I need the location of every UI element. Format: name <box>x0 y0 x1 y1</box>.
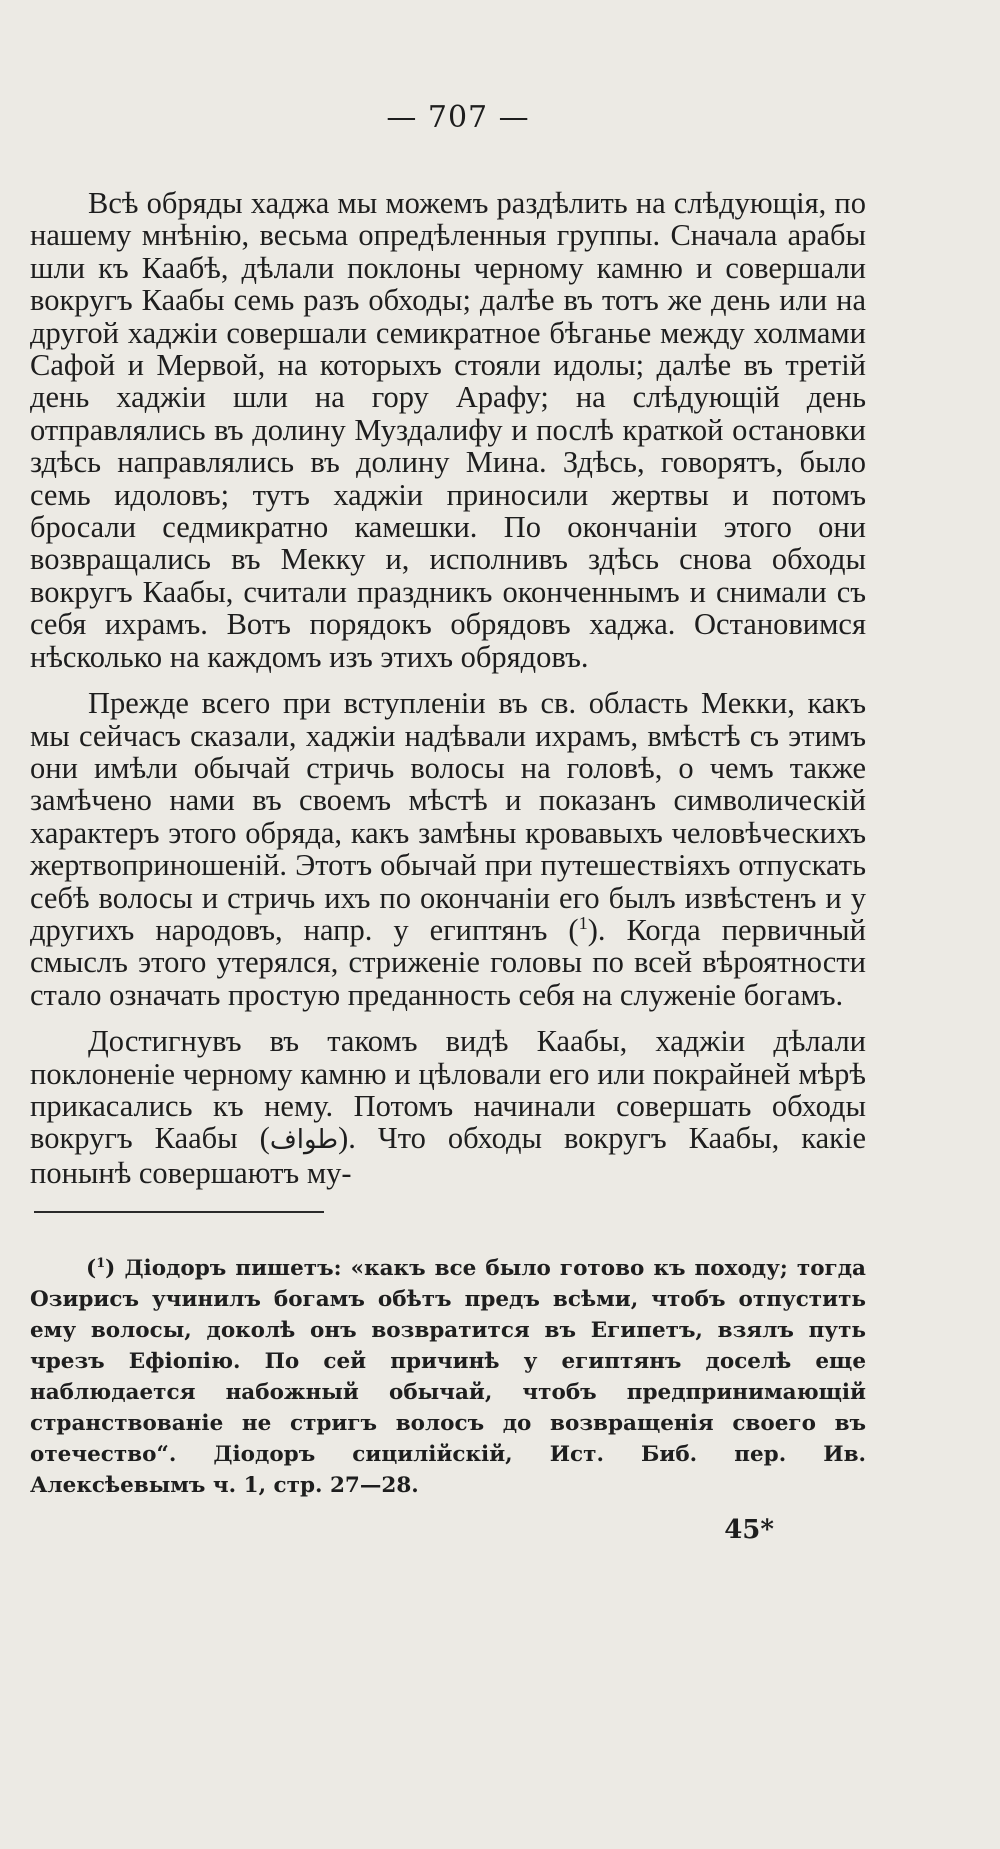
footnote-text: Діодоръ пишетъ: «какъ все было готово къ походу; тогда Озирисъ учинилъ богамъ обѣтъ предъ всѣми, чтобъ отпустить ему волосы, доколѣ онъ возвратится въ Египетъ, взялъ путь чрезъ Ефіопію. По сей причинѣ у египтянъ доселѣ еще наблюдается набожный обычай, чтобъ предпринимающій странствованіе не стригъ волосъ до возвращенія своего въ отечество“. Діодоръ сицилійскій, Ист. Биб. пер. Ив. Алексѣевымъ ч. 1, стр. 27—28. <box>30 1256 866 1499</box>
footnote-mark: 1 <box>96 1256 106 1272</box>
main-text <box>30 187 866 1189</box>
footnote-reference[interactable]: 1 <box>578 912 588 933</box>
paragraph-1-text: Всѣ обряды хаджа мы можемъ раздѣлить на слѣдующія, по нашему мнѣнію, весьма опредѣленныя группы. Сначала арабы шли къ Каабѣ, дѣлали поклоны черному камню и совершали вокругъ Каабы семь разъ обходы; далѣе въ тотъ же день или на другой хаджіи совершали семикратное бѣганье между холмами Сафой и Мервой, на которыхъ стояли идолы; далѣе въ третій день хаджіи шли на гору Арафу; на слѣдующій день отправлялись въ долину Муздалифу и послѣ краткой остановки здѣсь направлялись въ долину Мина. Здѣсь, говорятъ, было семь идоловъ; тутъ хаджіи приносили жертвы и потомъ бросали седмикратно камешки. По окончаніи этого они возвращались въ Мекку и, исполнивъ здѣсь снова обходы вокругъ Каабы, считали праздникъ оконченнымъ и снимали съ себя ихрамъ. Вотъ порядокъ обрядовъ хаджа. Остановимся нѣсколько на каждомъ изъ этихъ обрядовъ. <box>30 186 866 674</box>
paragraph-2-text-before-note: Прежде всего при вступленіи въ св. область Мекки, какъ мы сейчасъ сказали, хаджіи надѣвали ихрамъ, вмѣстѣ съ этимъ они имѣли обычай стричь волосы на головѣ, о чемъ также замѣчено нами въ своемъ мѣстѣ и показанъ символическій характеръ этого обряда, какъ замѣны кровавыхъ человѣческихъ жертвоприношеній. Этотъ обычай при путешествіяхъ отпускать себѣ волосы и стричь ихъ по окончаніи его былъ извѣстенъ и у другихъ народовъ, напр. у египтянъ ( <box>30 686 866 947</box>
paragraph-2-text-after-note: ). Когда первичный смыслъ этого утерялся, стриженіе головы по всей вѣроятности стало означать простую преданность себя на служеніе богамъ. <box>30 912 866 1012</box>
paragraph-3-text-after-arabic: ). Что обходы вокругъ Каабы, какіе понынѣ совершаютъ му- <box>30 1121 867 1190</box>
paragraph-1 <box>30 187 866 673</box>
paragraph-3 <box>30 1025 866 1189</box>
footnote-divider <box>34 1211 324 1213</box>
page-number: — 707 — <box>386 100 530 135</box>
signature-mark: 45* <box>724 1515 774 1546</box>
footnote: ($^1$) Діодоръ пишетъ: «какъ все было готово къ походу; тогда Озирисъ учинилъ богамъ обѣтъ предъ всѣми, чтобъ отпустить ему волосы, доколѣ онъ возвратится въ Египетъ, взялъ путь чрезъ Ефіопію. По сей причинѣ у египтянъ доселѣ еще наблюдается набожный обычай, чтобъ предпринимающій странствованіе не стригъ волосъ до возвращенія своего въ отечество“. Діодоръ сицилійскій, Ист. Биб. пер. Ив. Алексѣевымъ ч. 1, стр. 27—28. <box>30 1256 866 1499</box>
paragraph-3-text-before-arabic: Достигнувъ въ такомъ видѣ Каабы, хаджіи дѣлали поклоненіе черному камню и цѣловали его или покрайней мѣрѣ прикасались къ нему. Потомъ начинали совершать обходы вокругъ Каабы ( <box>30 1024 866 1156</box>
paragraph-2 <box>30 687 866 1011</box>
arabic-term: طواف <box>269 1125 339 1156</box>
